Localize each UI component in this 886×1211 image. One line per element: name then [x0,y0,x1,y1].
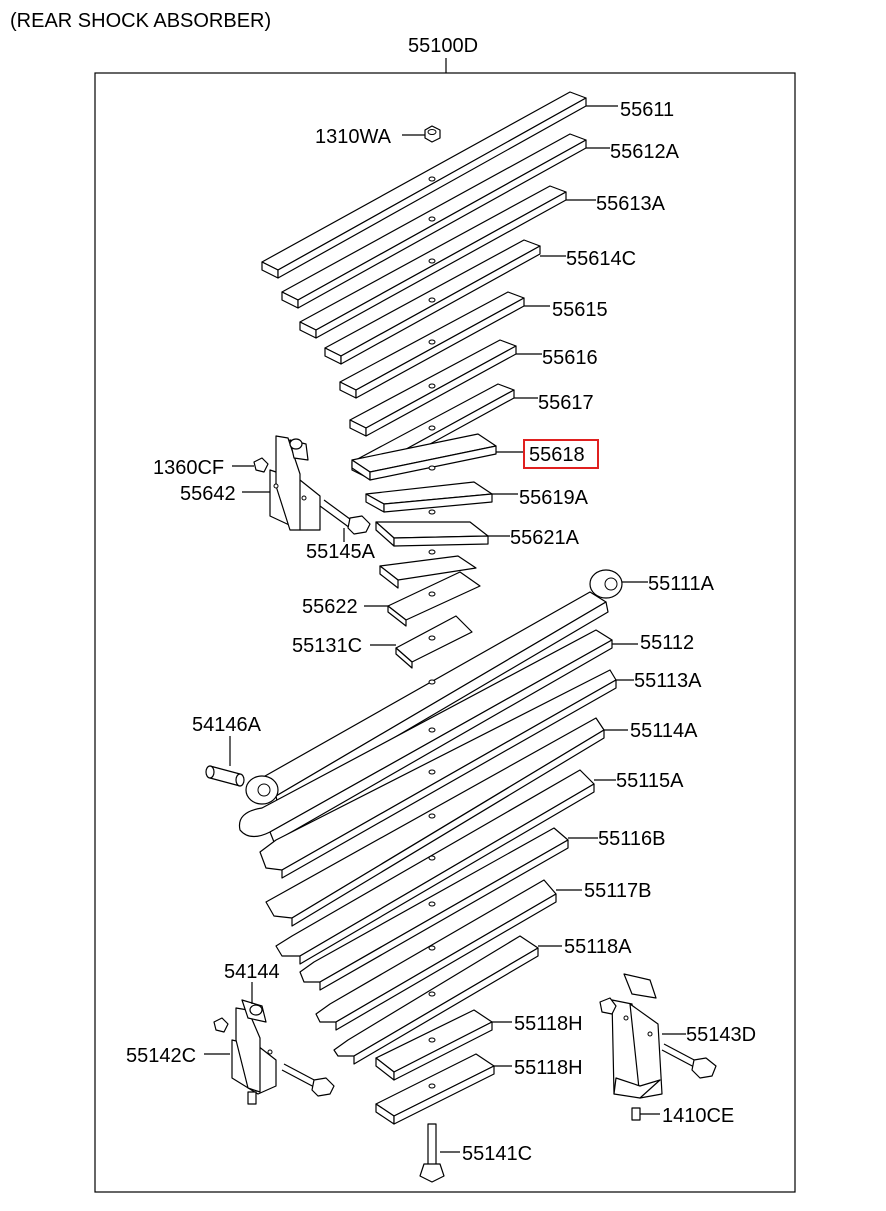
diagram-title: (REAR SHOCK ABSORBER) [10,10,272,32]
label-55612A[interactable]: 55612A [610,141,679,163]
label-1360CF[interactable]: 1360CF [153,457,225,479]
screw-1410CE[interactable] [632,1108,640,1120]
label-54144[interactable]: 54144 [224,961,280,983]
label-55142C[interactable]: 55142C [126,1045,197,1067]
upper-leaf-55619A[interactable] [366,482,492,512]
label-1310WA[interactable]: 1310WA [315,126,391,148]
nut-1310WA[interactable] [425,126,440,142]
label-55618[interactable]: 55618 [529,444,585,466]
bushing-54146A[interactable] [206,766,244,786]
label-55113A[interactable]: 55113A [634,670,702,692]
label-55619A[interactable]: 55619A [519,487,588,509]
label-55118A[interactable]: 55118A [564,936,632,958]
shackle-55142C[interactable] [214,1000,276,1094]
label-55115A[interactable]: 55115A [616,770,684,792]
label-55141C[interactable]: 55141C [462,1143,533,1165]
label-55622[interactable]: 55622 [302,596,358,618]
bolt-55145A[interactable] [320,500,370,534]
label-55114A[interactable]: 55114A [630,720,698,742]
label-55112[interactable]: 55112 [640,632,695,654]
screw-lower-left[interactable] [248,1092,256,1104]
label-55116B[interactable]: 55116B [598,828,666,850]
label-55617[interactable]: 55617 [538,392,594,414]
label-55621A[interactable]: 55621A [510,527,579,549]
center-bolt-55141C[interactable] [420,1124,444,1182]
shackle-55143D[interactable] [600,974,662,1098]
label-55131C[interactable]: 55131C [292,635,363,657]
label-55642[interactable]: 55642 [180,483,236,505]
label-54146A[interactable]: 54146A [192,714,261,736]
upper-leaf-55622[interactable] [388,572,480,626]
nut-1360CF[interactable] [254,458,268,472]
label-55145A[interactable]: 55145A [306,541,375,563]
shackle-55642[interactable] [270,436,320,530]
label-55611[interactable]: 55611 [620,99,675,121]
label-55616[interactable]: 55616 [542,347,598,369]
label-55615[interactable]: 55615 [552,299,608,321]
label-55117B[interactable]: 55117B [584,880,652,902]
bolt-55143D[interactable] [662,1044,716,1078]
label-55118H-2[interactable]: 55118H [514,1057,583,1079]
assembly-label: 55100D [408,35,479,57]
upper-leaf-55131C[interactable] [396,616,472,668]
label-1410CE[interactable]: 1410CE [662,1105,735,1127]
label-55143D[interactable]: 55143D [686,1024,757,1046]
upper-leaf-55621A[interactable] [376,522,488,546]
label-55613A[interactable]: 55613A [596,193,665,215]
bolt-54144[interactable] [282,1064,334,1096]
label-55614C[interactable]: 55614C [566,248,637,270]
label-55111A[interactable]: 55111A [648,573,714,595]
label-55118H-1[interactable]: 55118H [514,1013,583,1035]
